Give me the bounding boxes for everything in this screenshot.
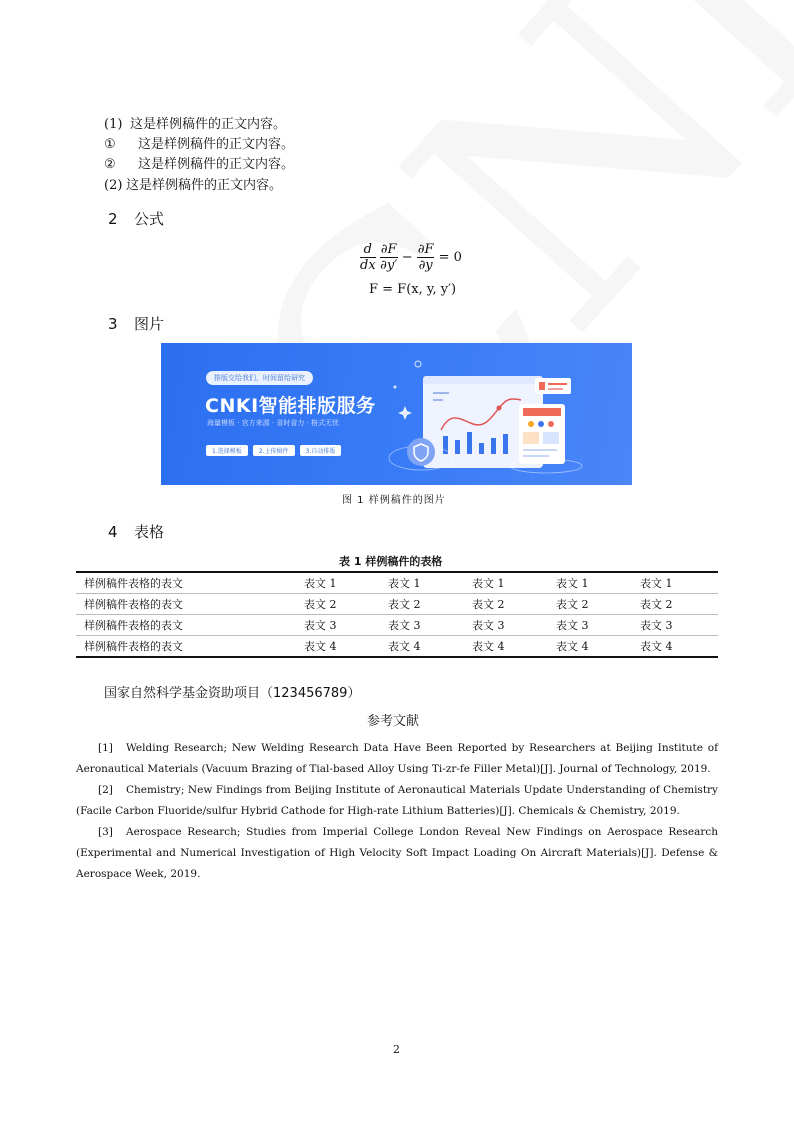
table-row (76, 594, 718, 615)
section-title: 图片 (134, 315, 165, 333)
table-cell: 表文 1 (632, 572, 718, 594)
table-cell: 表文 1 (548, 572, 632, 594)
banner-step: 2.上传稿件 (253, 445, 295, 456)
formula-rhs: = 0 (438, 250, 462, 265)
table-cell: 表文 2 (632, 594, 718, 615)
list-text: 这是样例稿件的正文内容。 (138, 157, 295, 172)
list-item (104, 116, 286, 134)
section-heading-table (108, 521, 164, 542)
section-number: 3 (108, 315, 118, 333)
list-item (104, 156, 294, 174)
table-cell: 表文 3 (464, 615, 548, 636)
table-cell: 表文 3 (296, 615, 380, 636)
table-cell: 表文 2 (296, 594, 380, 615)
table-cell: 样例稿件表格的表文 (76, 615, 296, 636)
reference-item (76, 780, 718, 822)
reference-text: Chemistry; New Findings from Beijing Institute of Aeronautical Materials Update Understanding of Chemistry (Facile Carbon Fluoride/sulfur Hybrid Cathode for High-rate Lithium Batteries)[J]. Chemicals & Chemistry, 2019. (76, 784, 718, 817)
table-caption: 表 1 样例稿件的表格 (339, 555, 443, 568)
banner-step: 1.选择模板 (206, 445, 248, 456)
reference-text: Aerospace Research; Studies from Imperial College London Reveal New Findings on Aerospace Research (Experimental and Numerical Investigation of High Velocity Soft Impact Loading On Aircraft Materials)[J]. Defense & Aerospace Week, 2019. (76, 826, 718, 880)
table-cell: 表文 4 (296, 636, 380, 658)
table-cell: 表文 1 (296, 572, 380, 594)
banner-illustration-icon (381, 348, 631, 483)
list-marker: ① (104, 137, 116, 152)
table-cell: 表文 2 (464, 594, 548, 615)
table-row (76, 636, 718, 658)
table-cell: 表文 4 (464, 636, 548, 658)
reference-index: [1] (98, 742, 113, 754)
table-cell: 表文 2 (380, 594, 464, 615)
formula-equation-2: F = F(x, y, y′) (369, 282, 457, 297)
table-cell: 表文 3 (548, 615, 632, 636)
table-cell: 表文 3 (632, 615, 718, 636)
list-marker: ② (104, 157, 116, 172)
table-cell: 表文 4 (632, 636, 718, 658)
figure-banner-image (161, 343, 632, 485)
banner-steps (206, 438, 341, 455)
reference-text: Welding Research; New Welding Research Data Have Been Reported by Researchers at Beijing Institute of Aeronautical Materials (Vacuum Brazing of Tial-based Alloy Using Ti-zr-fe Filler Metal)[J]. Journal of Technology, 2019. (76, 742, 718, 775)
table-cell: 表文 1 (380, 572, 464, 594)
reference-index: [2] (98, 784, 113, 796)
section-number: 4 (108, 523, 118, 541)
section-heading-figure (108, 313, 164, 334)
list-text: 这是样例稿件的正文内容。 (130, 117, 287, 132)
table-cell: 表文 2 (548, 594, 632, 615)
formula-equation-1: $\frac{d}{dx}$ $\frac{\partial F}{\partial y'}$ − $\frac{\partial F}{\partial y}$ = 0 (360, 242, 462, 273)
table-cell: 表文 4 (548, 636, 632, 658)
section-title: 表格 (134, 523, 165, 541)
banner-step: 3.自动排版 (300, 445, 342, 456)
reference-index: [3] (98, 826, 113, 838)
watermark (170, 0, 794, 585)
fraction: $\frac{d}{dx}$ (360, 242, 376, 273)
table-cell: 样例稿件表格的表文 (76, 572, 296, 594)
list-marker: (1) (104, 117, 123, 132)
table-row (76, 615, 718, 636)
funding-note: 国家自然科学基金资助项目（123456789） (104, 686, 361, 701)
fraction: $\frac{\partial F}{\partial y}$ (417, 242, 434, 273)
figure-caption: 图 1 样例稿件的图片 (342, 495, 446, 506)
table-cell: 样例稿件表格的表文 (76, 594, 296, 615)
data-table (76, 571, 718, 658)
banner-title: CNKI智能排版服务 (205, 395, 376, 417)
fraction: $\frac{\partial F}{\partial y'}$ (380, 242, 398, 273)
list-item (104, 177, 282, 195)
table-row (76, 572, 718, 594)
list-marker: (2) (104, 178, 123, 193)
list-item (104, 136, 294, 154)
section-title: 公式 (134, 210, 165, 228)
page-number: 2 (393, 1043, 400, 1056)
table-cell: 表文 1 (464, 572, 548, 594)
table-cell: 表文 4 (380, 636, 464, 658)
banner-features: 海量模板 · 官方来源 · 省时省力 · 格式无忧 (207, 419, 340, 427)
banner-pill: 排版交给我们，时间留给研究 (206, 371, 313, 385)
table-cell: 样例稿件表格的表文 (76, 636, 296, 658)
table-cell: 表文 3 (380, 615, 464, 636)
list-text: 这是样例稿件的正文内容。 (126, 178, 283, 193)
reference-item (76, 738, 718, 780)
references-title: 参考文献 (367, 714, 420, 729)
list-text: 这是样例稿件的正文内容。 (138, 137, 295, 152)
section-number: 2 (108, 210, 118, 228)
section-heading-formula (108, 208, 164, 229)
reference-item (76, 822, 718, 885)
